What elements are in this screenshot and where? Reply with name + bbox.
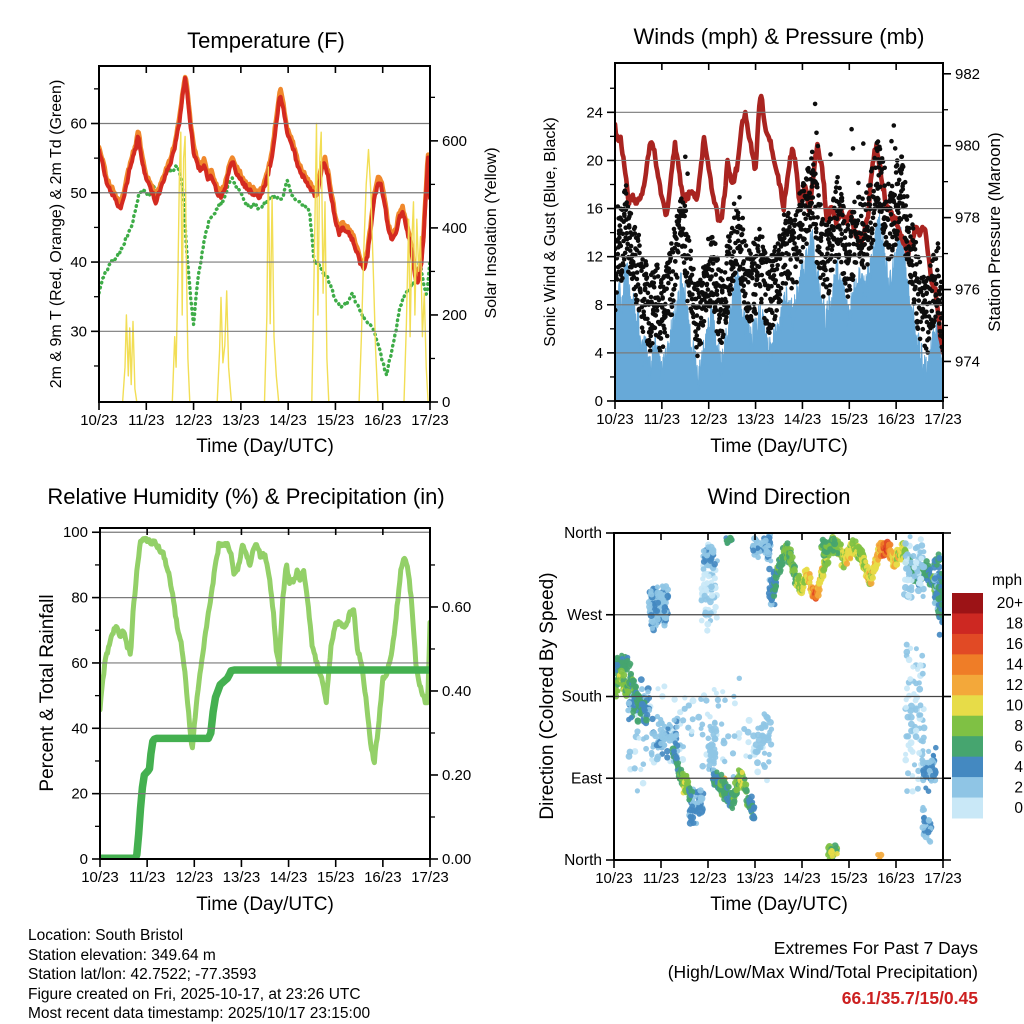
- svg-text:North: North: [564, 852, 602, 869]
- svg-text:4: 4: [594, 344, 603, 362]
- svg-text:8: 8: [594, 296, 603, 314]
- temperature-chart-title: Temperature (F): [187, 28, 345, 53]
- svg-text:17/23: 17/23: [411, 869, 449, 886]
- direction-y-axis-label: Direction (Colored By Speed): [537, 572, 558, 820]
- svg-text:10/23: 10/23: [596, 411, 634, 428]
- percent-rainfall-y-axis-label: Percent & Total Rainfall: [37, 594, 58, 792]
- svg-text:974: 974: [955, 353, 981, 371]
- svg-text:0.40: 0.40: [442, 682, 472, 700]
- svg-text:976: 976: [955, 281, 981, 299]
- svg-text:South: South: [561, 688, 602, 706]
- wind-gust-y-axis-label: Sonic Wind & Gust (Blue, Black): [542, 117, 559, 347]
- svg-text:60: 60: [70, 115, 87, 133]
- svg-text:16/23: 16/23: [877, 411, 915, 428]
- svg-text:16/23: 16/23: [363, 412, 402, 429]
- svg-text:0: 0: [1014, 799, 1023, 817]
- svg-text:100: 100: [62, 524, 88, 542]
- svg-text:11/23: 11/23: [642, 870, 680, 887]
- svg-text:0: 0: [79, 851, 88, 868]
- most-recent-data-timestamp: Most recent data timestamp: 2025/10/17 23:15:00: [28, 1005, 371, 1023]
- wind-direction-chart-title: Wind Direction: [707, 484, 851, 509]
- svg-text:20+: 20+: [996, 595, 1023, 613]
- svg-text:10/23: 10/23: [81, 869, 119, 886]
- temperature-x-axis-label: Time (Day/UTC): [196, 436, 334, 457]
- svg-text:50: 50: [70, 184, 87, 202]
- temperature-y-axis-label: 2m & 9m T (Red, Orange) & 2m Td (Green): [48, 79, 65, 389]
- svg-text:14/23: 14/23: [783, 870, 821, 887]
- svg-text:12/23: 12/23: [689, 411, 728, 428]
- svg-text:16: 16: [1005, 636, 1023, 654]
- humidity-x-axis-label: Time (Day/UTC): [196, 894, 334, 915]
- svg-text:10: 10: [1005, 697, 1023, 715]
- svg-text:30: 30: [70, 323, 87, 341]
- svg-text:16/23: 16/23: [877, 870, 915, 887]
- svg-text:14/23: 14/23: [783, 411, 822, 428]
- svg-text:980: 980: [955, 137, 981, 155]
- svg-text:18: 18: [1005, 615, 1023, 633]
- svg-text:12: 12: [1005, 677, 1023, 695]
- svg-text:11/23: 11/23: [128, 869, 166, 886]
- svg-text:12: 12: [586, 248, 603, 266]
- svg-text:14: 14: [1005, 656, 1023, 674]
- svg-text:40: 40: [70, 254, 87, 272]
- svg-text:6: 6: [1014, 738, 1023, 756]
- svg-text:200: 200: [442, 306, 468, 324]
- svg-text:0: 0: [594, 393, 603, 410]
- svg-text:15/23: 15/23: [316, 412, 355, 429]
- wind-direction-x-axis-label: Time (Day/UTC): [710, 894, 848, 915]
- svg-text:11/23: 11/23: [643, 411, 681, 428]
- svg-text:16: 16: [586, 200, 603, 218]
- svg-text:14/23: 14/23: [269, 412, 307, 429]
- svg-text:15/23: 15/23: [830, 870, 868, 887]
- svg-text:11/23: 11/23: [128, 412, 165, 429]
- svg-text:982: 982: [955, 65, 981, 83]
- svg-text:10/23: 10/23: [595, 870, 633, 887]
- svg-text:0.00: 0.00: [442, 851, 472, 868]
- svg-text:978: 978: [955, 209, 981, 227]
- svg-text:13/23: 13/23: [222, 412, 260, 429]
- svg-text:13/23: 13/23: [736, 870, 774, 887]
- svg-text:0: 0: [442, 394, 451, 411]
- extremes-subheading: (High/Low/Max Wind/Total Precipitation): [667, 962, 978, 982]
- svg-text:15/23: 15/23: [316, 869, 355, 886]
- svg-text:24: 24: [586, 104, 603, 122]
- svg-text:West: West: [566, 606, 602, 624]
- pressure-y-axis-label: Station Pressure (Maroon): [985, 132, 1004, 332]
- svg-text:12/23: 12/23: [175, 869, 214, 886]
- svg-text:40: 40: [71, 720, 88, 738]
- speed-legend-title: mph: [992, 572, 1023, 589]
- svg-text:17/23: 17/23: [924, 411, 962, 428]
- extremes-values: 66.1/35.7/15/0.45: [841, 988, 978, 1008]
- svg-text:12/23: 12/23: [174, 412, 213, 429]
- svg-text:16/23: 16/23: [364, 869, 402, 886]
- svg-text:North: North: [564, 525, 602, 542]
- svg-text:80: 80: [71, 589, 88, 607]
- svg-text:17/23: 17/23: [924, 870, 962, 887]
- station-latlon: Station lat/lon: 42.7522; -77.3593: [28, 966, 257, 984]
- svg-text:2: 2: [1014, 779, 1023, 797]
- figure-created-timestamp: Figure created on Fri, 2025-10-17, at 23:26 UTC: [28, 985, 361, 1003]
- svg-text:60: 60: [71, 654, 88, 672]
- svg-text:4: 4: [1014, 758, 1023, 776]
- svg-text:600: 600: [442, 132, 468, 150]
- svg-text:13/23: 13/23: [222, 869, 261, 886]
- svg-text:0.20: 0.20: [442, 766, 472, 784]
- station-info-block: [28, 926, 370, 1024]
- svg-text:10/23: 10/23: [80, 412, 118, 429]
- winds-x-axis-label: Time (Day/UTC): [710, 436, 848, 457]
- station-elevation: Station elevation: 349.64 m: [28, 946, 216, 964]
- svg-text:0.60: 0.60: [442, 598, 472, 616]
- svg-text:15/23: 15/23: [830, 411, 869, 428]
- solar-y-axis-label: Solar Insolation (Yellow): [483, 147, 500, 319]
- svg-text:14/23: 14/23: [269, 869, 308, 886]
- svg-text:12/23: 12/23: [689, 870, 727, 887]
- winds-pressure-chart-title: Winds (mph) & Pressure (mb): [633, 24, 925, 49]
- svg-text:17/23: 17/23: [411, 412, 449, 429]
- humidity-precip-chart-title: Relative Humidity (%) & Precipitation (in): [47, 484, 445, 509]
- svg-text:20: 20: [71, 785, 88, 803]
- station-location: Location: South Bristol: [28, 927, 184, 944]
- extremes-block: [668, 936, 978, 1010]
- svg-text:13/23: 13/23: [736, 411, 775, 428]
- svg-text:8: 8: [1014, 717, 1023, 735]
- extremes-heading: Extremes For Past 7 Days: [773, 938, 978, 958]
- svg-text:400: 400: [442, 219, 468, 237]
- svg-text:20: 20: [586, 152, 603, 170]
- svg-text:East: East: [570, 770, 602, 788]
